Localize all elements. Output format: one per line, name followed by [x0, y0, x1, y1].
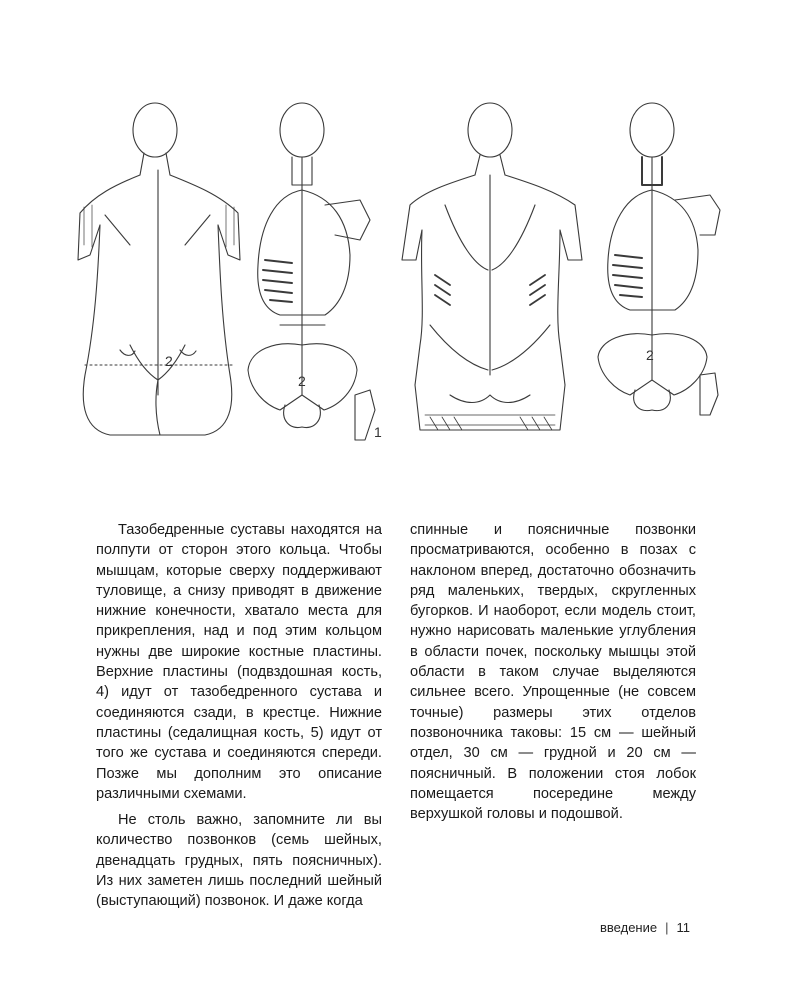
paragraph: спинные и поясничные позвонки просматриваются, особенно в позах с наклоном вперед, достаточно обозначить ряд маленьких, твердых, скругленных бугорков. И наоборот, если модель стоит, нужно нарисовать маленькие углубления в области почек, поскольку мышцы этой области в таком случае выделяются сильнее всего. Упрощенные (не совсем точные) размеры этих отделов позвоночника таковы: 15 см — шейный отдел, 30 см — грудной и 20 см — поясничный. В положении стоя лобок помещается посередине между верхушкой головы и подошвой. [410, 522, 696, 823]
torso-back-sketch-1 [78, 103, 240, 435]
figure-label-2c: 2 [646, 347, 654, 363]
skeleton-back-sketch-2 [598, 103, 720, 415]
page-footer [600, 920, 690, 935]
skeleton-back-sketch-1 [248, 103, 375, 440]
paragraph: Тазобедренные суставы находятся на полпути от сторон этого кольца. Чтобы мышцам, которые сверху поддерживают туловище, а снизу приводят в движение нижние конечности, хватало места для прикрепления, над и под этим кольцом нужны две широкие костные пластины. Верхние пластины (подвздошная кость, 4) идут от тазобедренного сустава и соединяются сзади, в крестце. Нижние пластины (седалищная кость, 5) идут от того же сустава и соединяются спереди. Позже мы дополним это описание различными схемами. [96, 522, 382, 802]
figure-index-label: 1 [374, 424, 382, 440]
anatomy-illustration [70, 95, 730, 460]
figure-label-2a: 2 [165, 353, 173, 369]
anatomy-sketches [70, 95, 730, 460]
paragraph: Не столь важно, запомните ли вы количество позвонков (семь шейных, двенадцать грудных, пять поясничных). Из них заметен лишь последний шейный (выступающий) позвонок. И даже когда [96, 812, 382, 910]
figure-label-2b: 2 [298, 373, 306, 389]
text-column-left [96, 520, 382, 918]
torso-back-sketch-2 [402, 103, 582, 430]
text-column-right [410, 520, 696, 830]
footer-separator: | [665, 920, 669, 935]
section-name: введение [600, 920, 658, 935]
page-number: 11 [676, 920, 690, 935]
